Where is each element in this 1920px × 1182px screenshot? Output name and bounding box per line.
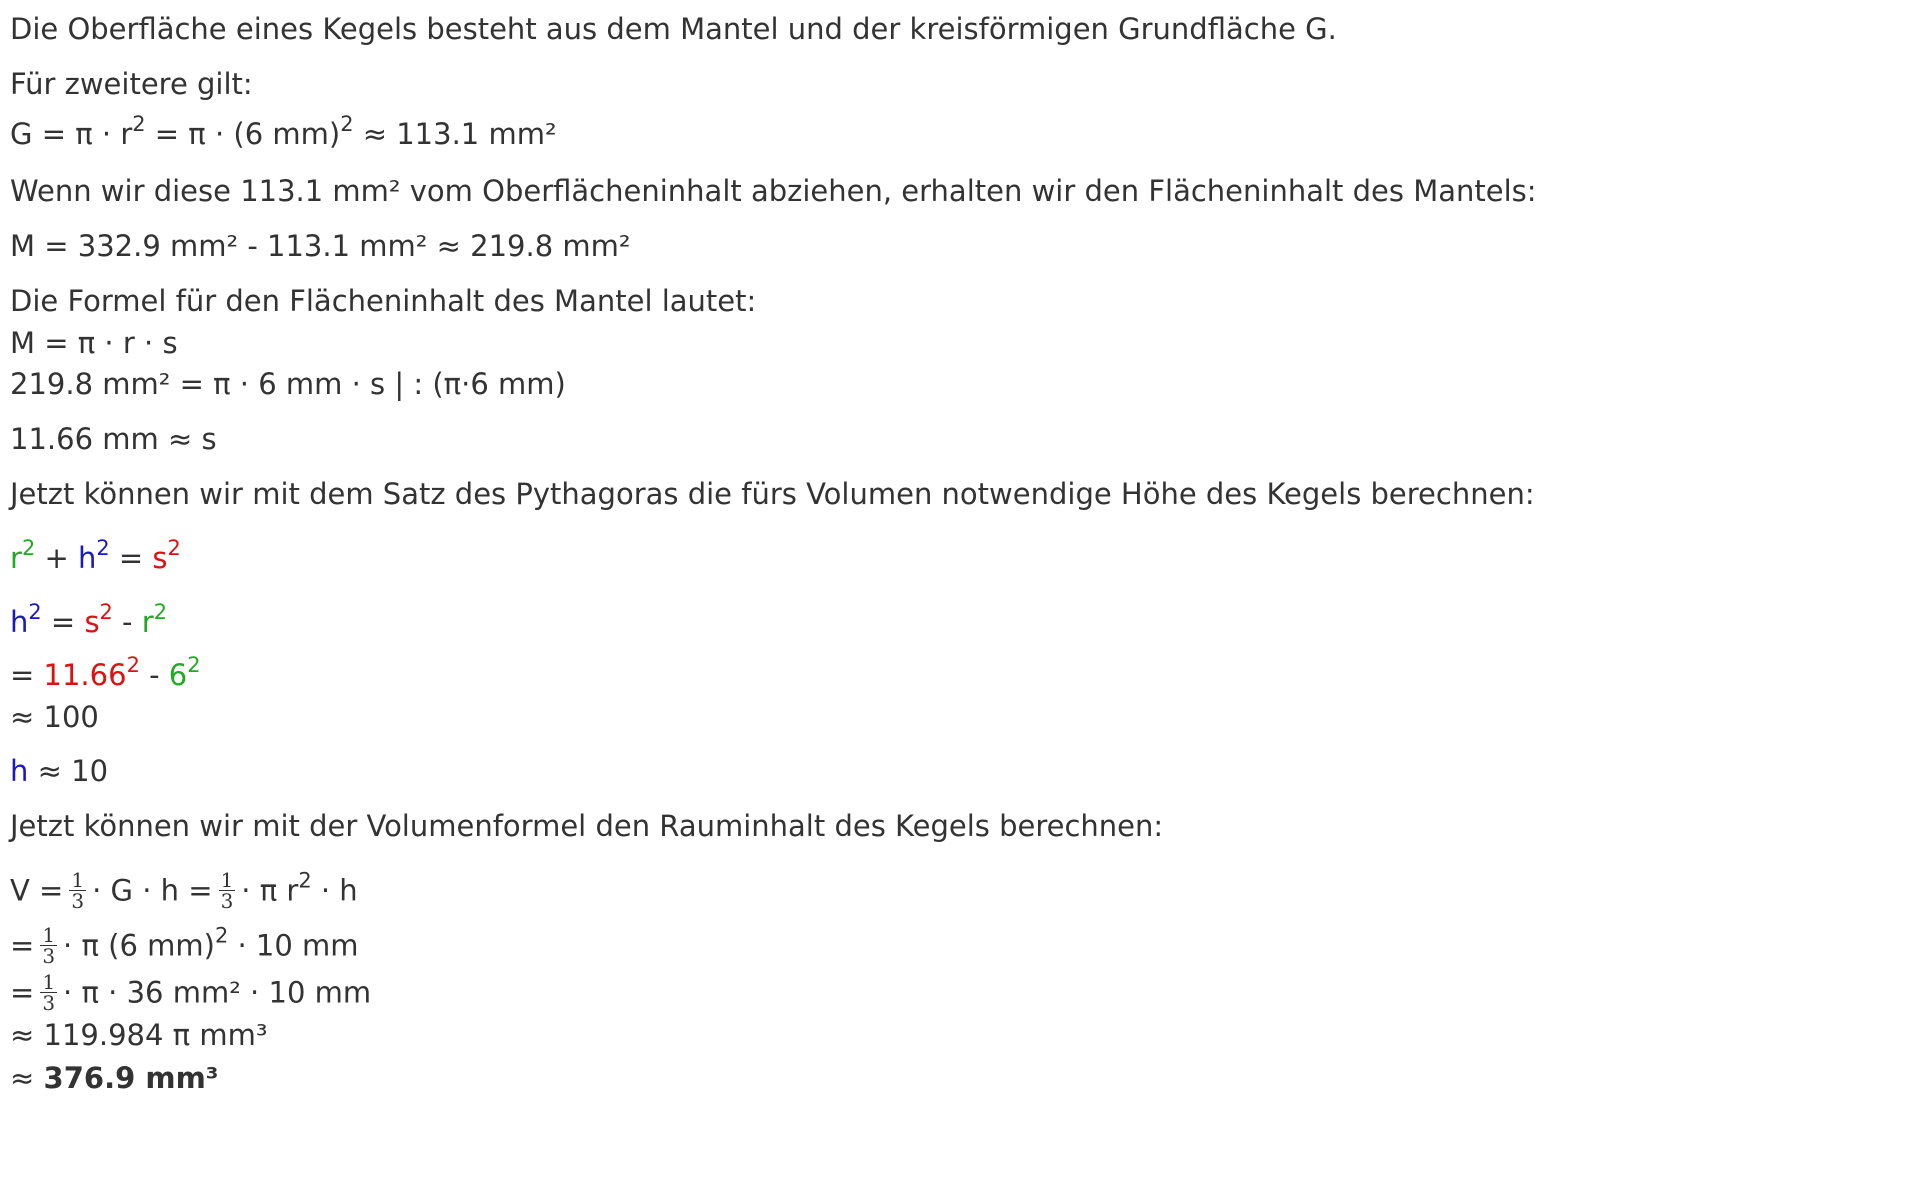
formula-h-squared-result: ≈ 100	[10, 700, 99, 734]
operator: =	[41, 605, 85, 639]
text-line-pythagoras: Jetzt können wir mit dem Satz des Pythagoras die fürs Volumen notwendige Höhe des Kegels berechnen:	[10, 477, 1535, 511]
exponent: 2	[96, 536, 110, 561]
formula-h-result	[10, 753, 108, 789]
formula-volume-step3: ≈ 119.984 π mm³	[10, 1018, 268, 1052]
var-r: r	[141, 605, 154, 639]
formula-volume-step2	[10, 970, 372, 1015]
formula-s-result: 11.66 mm ≈ s	[10, 422, 217, 456]
var-s: s	[152, 541, 168, 575]
formula-mantle: M = π · r · s	[10, 326, 178, 360]
formula-mantle-solve: 219.8 mm² = π · 6 mm · s | : (π·6 mm)	[10, 367, 566, 401]
var-r: r	[10, 541, 22, 575]
fraction-denominator: 3	[220, 889, 234, 913]
operator: =	[10, 658, 44, 692]
formula-part: V =	[10, 873, 64, 908]
exponent: 2	[167, 536, 181, 561]
value-s: 11.66	[43, 658, 127, 692]
formula-part: · 10 mm	[228, 928, 359, 963]
fraction-denominator: 3	[71, 889, 85, 913]
formula-part: = π · (6 mm)	[145, 117, 341, 151]
operator: +	[35, 541, 78, 575]
formula-part: =	[10, 975, 35, 1010]
text-line-mantle-formula: Die Formel für den Flächeninhalt des Mantel lautet:	[10, 284, 757, 318]
exponent: 2	[298, 868, 312, 893]
var-h: h	[10, 754, 29, 788]
exponent: 2	[126, 653, 140, 678]
fraction-denominator: 3	[42, 944, 56, 968]
formula-base-area	[10, 112, 557, 152]
fraction-numerator: 1	[71, 868, 85, 892]
text-line-for-latter: Für zweitere gilt:	[10, 67, 253, 101]
formula-part: · π (6 mm)	[63, 928, 215, 963]
formula-part: · h	[311, 873, 358, 908]
var-h: h	[10, 605, 29, 639]
formula-volume-step1	[10, 923, 359, 968]
formula-h-squared	[10, 600, 167, 640]
formula-part: G = π · r	[10, 117, 133, 151]
text-line-subtract: Wenn wir diese 113.1 mm² vom Oberflächeninhalt abziehen, erhalten wir den Flächeninhalt des Mantels:	[10, 174, 1537, 208]
formula-part: · π r	[241, 873, 299, 908]
fraction-denominator: 3	[42, 991, 56, 1015]
fraction-one-third	[40, 972, 57, 1013]
formula-part: · π · 36 mm² · 10 mm	[63, 975, 372, 1010]
text-line-surface-intro: Die Oberfläche eines Kegels besteht aus dem Mantel und der kreisförmigen Grundfläche G.	[10, 12, 1337, 46]
formula-part: =	[10, 928, 35, 963]
operator: =	[109, 541, 153, 575]
var-s: s	[84, 605, 100, 639]
fraction-numerator: 1	[220, 868, 234, 892]
var-h: h	[77, 541, 97, 575]
formula-part: ≈ 113.1 mm²	[353, 117, 557, 151]
fraction-one-third	[69, 870, 86, 911]
exponent: 2	[340, 112, 354, 137]
exponent: 2	[187, 653, 201, 678]
formula-part: ≈	[10, 1061, 44, 1095]
exponent: 2	[132, 112, 146, 137]
fraction-one-third	[219, 870, 236, 911]
final-result: 376.9 mm³	[43, 1061, 219, 1095]
formula-pythagoras	[10, 536, 181, 576]
text-line-volume: Jetzt können wir mit der Volumenformel den Rauminhalt des Kegels berechnen:	[10, 809, 1164, 843]
exponent: 2	[153, 600, 167, 625]
formula-part: · G · h =	[92, 873, 213, 908]
fraction-numerator: 1	[42, 923, 56, 947]
formula-h-squared-values	[10, 653, 201, 693]
operator: -	[112, 605, 142, 639]
fraction-numerator: 1	[42, 970, 56, 994]
exponent: 2	[99, 600, 113, 625]
formula-volume	[10, 868, 358, 913]
exponent: 2	[214, 923, 229, 948]
formula-part: ≈ 10	[28, 754, 109, 788]
formula-mantle-area: M = 332.9 mm² - 113.1 mm² ≈ 219.8 mm²	[10, 229, 631, 263]
fraction-one-third	[40, 925, 57, 966]
value-r: 6	[168, 658, 188, 692]
formula-volume-result	[10, 1060, 219, 1096]
operator: -	[139, 658, 169, 692]
exponent: 2	[28, 600, 42, 625]
exponent: 2	[21, 536, 36, 561]
